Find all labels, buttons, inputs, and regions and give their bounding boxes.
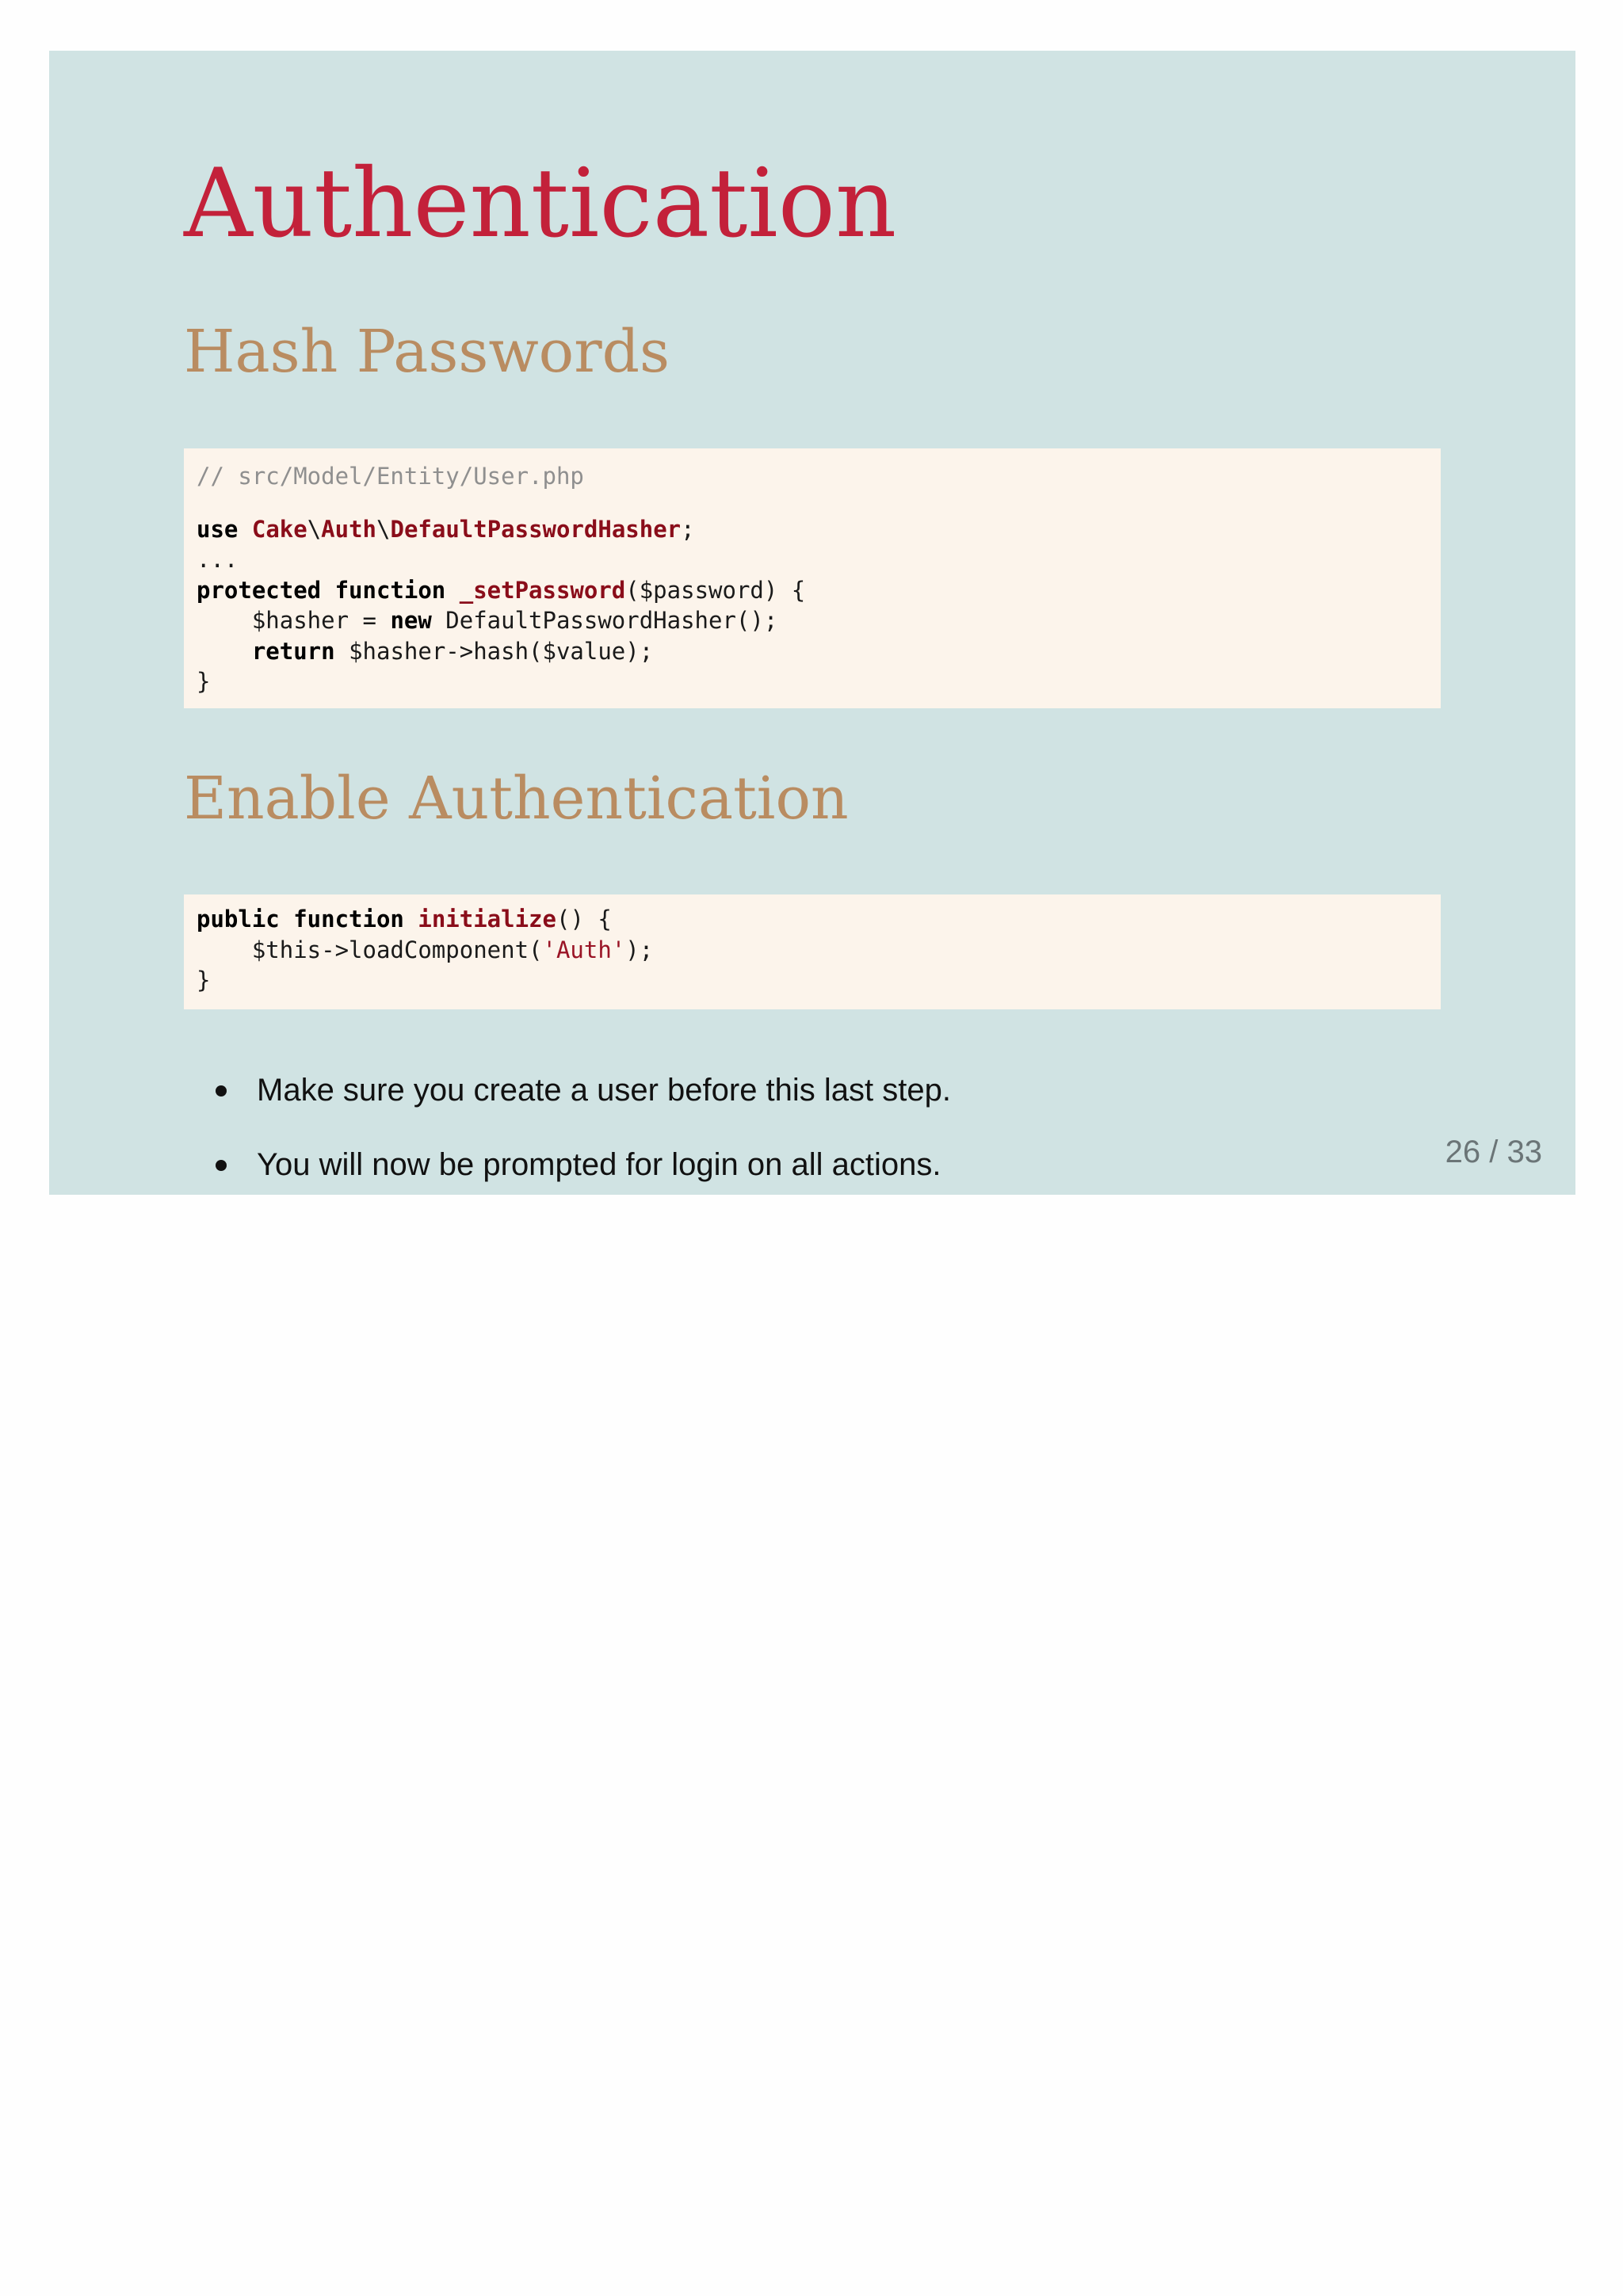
slide-title: Authentication: [184, 149, 897, 259]
code-line-initialize: public function initialize() {: [197, 906, 612, 933]
bullet-dot-icon: [216, 1085, 227, 1097]
section-heading-hash-passwords: Hash Passwords: [184, 318, 670, 386]
code-line-use: use Cake\Auth\DefaultPasswordHasher;: [197, 515, 695, 543]
slide: [49, 51, 1575, 1195]
bullet-dot-icon: [216, 1160, 227, 1171]
code-line-load-component: $this->loadComponent('Auth');: [197, 936, 654, 963]
section-heading-enable-authentication: Enable Authentication: [184, 765, 849, 833]
bullet-item: Make sure you create a user before this last step.: [216, 1071, 951, 1146]
code-comment: // src/Model/Entity/User.php: [197, 463, 584, 490]
code-line-ellipsis: ...: [197, 546, 239, 573]
bullet-item: You will now be prompted for login on all actions.: [216, 1146, 951, 1220]
code-block-user-entity: [184, 448, 1441, 708]
page-number: 26 / 33: [1445, 1135, 1542, 1169]
bullet-list: [216, 1071, 951, 1220]
code-line-function: protected function _setPassword($password) {: [197, 576, 806, 604]
code-block-initialize: [184, 894, 1441, 1009]
code-line-close: }: [197, 668, 211, 695]
code-line-hasher: $hasher = new DefaultPasswordHasher();: [197, 607, 778, 634]
code-line-return: return $hasher->hash($value);: [251, 637, 654, 665]
code-line-close: }: [197, 967, 211, 994]
